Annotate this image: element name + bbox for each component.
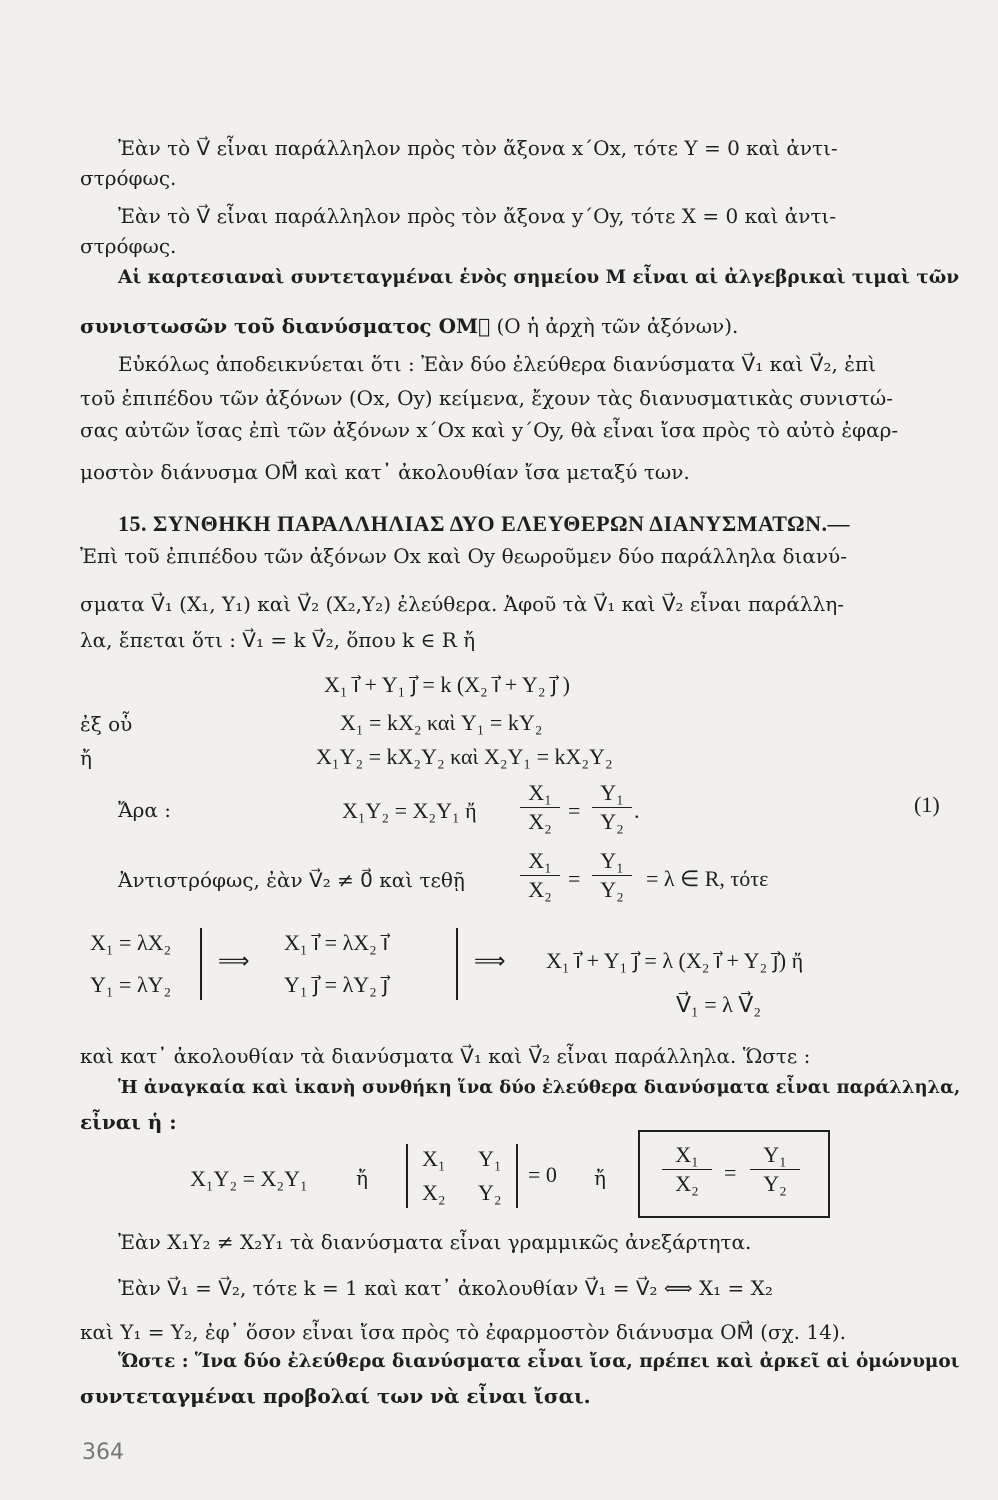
- boxed-fraction-x: [662, 1142, 712, 1197]
- fraction-bar: [520, 875, 560, 876]
- text-line-15: καὶ κατ᾽ ἀκολουθίαν τὰ διανύσματα V⃗₁ καὶ V⃗₂ εἶναι παράλληλα. Ὥστε :: [80, 1044, 811, 1068]
- system-left-1: X₁ = λX₂: [90, 930, 172, 955]
- fraction-numerator: Y₁: [600, 780, 624, 805]
- fraction-bar: [520, 807, 560, 808]
- det-b: Y₁: [478, 1146, 502, 1171]
- text-line-12: σματα V⃗₁ (X₁, Y₁) καὶ V⃗₂ (X₂,Y₂) ἐλεύθερα. Ἀφοῦ τὰ V⃗₁ καὶ V⃗₂ εἶναι παράλλη-: [80, 592, 844, 616]
- lambda-statement: = λ ∈ R, τότε: [646, 866, 769, 891]
- text-line-17: εἶναι ἡ :: [80, 1110, 177, 1134]
- condition-product: X₁Y₂ = X₂Y₁: [190, 1166, 308, 1191]
- label-exou: ἐξ οὗ: [80, 712, 133, 736]
- label-ara: Ἄρα :: [118, 798, 172, 822]
- fraction-numerator: X₁: [528, 848, 552, 873]
- boxed-fraction-y: [750, 1142, 800, 1197]
- bold-phrase: συνιστωσῶν τοῦ διανύσματος OM⃗: [80, 314, 491, 338]
- fraction-numerator: X₁: [528, 780, 552, 805]
- text-line-4: στρόφως.: [80, 234, 177, 258]
- det-a: X₁: [422, 1146, 446, 1171]
- fraction-numerator: X₁: [675, 1142, 699, 1167]
- text-line-21: Ὥστε : Ἵνα δύο ἐλεύθερα διανύσματα εἶναι ἴσα, πρέπει καὶ ἀρκεῖ αἱ ὁμώνυμοι: [118, 1351, 960, 1372]
- equals-sign: =: [568, 798, 581, 823]
- fraction-x-2: [520, 848, 560, 903]
- det-equals-zero: = 0: [528, 1162, 557, 1187]
- text-line-9: σας αὐτῶν ἴσας ἐπὶ τῶν ἀξόνων x΄Ox καὶ y΄Oy, θὰ εἶναι ἴσα πρὸς τὸ αὐτὸ ἐφαρ-: [80, 418, 899, 442]
- fraction-denominator: X₂: [528, 877, 552, 902]
- fraction-y-2: [592, 848, 632, 903]
- system-middle-2: Y₁ j⃗ = λY₂ j⃗: [284, 972, 389, 997]
- label-h: ἤ: [80, 746, 92, 770]
- text-line-14: Ἀντιστρόφως, ἐὰν V⃗₂ ≠ 0⃗ καὶ τεθῇ: [118, 868, 465, 892]
- condition-or-2: ἤ: [594, 1166, 606, 1190]
- equation-4: X₁Y₂ = X₂Y₁ ἤ: [342, 798, 477, 823]
- page-number: 364: [82, 1440, 124, 1465]
- text-line-2: στρόφως.: [80, 166, 177, 190]
- fraction-numerator: Y₁: [763, 1142, 787, 1167]
- brace-middle: [456, 928, 458, 1000]
- fraction-numerator: Y₁: [600, 848, 624, 873]
- fraction-bar: [662, 1169, 712, 1170]
- condition-or-1: ἤ: [356, 1166, 368, 1190]
- text-line-6: [80, 314, 738, 338]
- fraction-y: [592, 780, 632, 835]
- equals-sign-2: =: [568, 866, 581, 891]
- origin-note: (O ἡ ἀρχὴ τῶν ἀξόνων).: [496, 314, 739, 338]
- fraction-denominator: X₂: [528, 809, 552, 834]
- text-line-19: Ἐὰν V⃗₁ = V⃗₂, τότε k = 1 καὶ κατ᾽ ἀκολουθίαν V⃗₁ = V⃗₂ ⟺ X₁ = X₂: [118, 1276, 773, 1300]
- equation-number: (1): [914, 792, 940, 817]
- det-d: Y₂: [478, 1180, 502, 1205]
- brace-left: [200, 928, 202, 1000]
- equation-2: X₁ = kX₂ καὶ Y₁ = kY₂: [340, 710, 543, 735]
- system-left-2: Y₁ = λY₂: [90, 972, 172, 997]
- system-right-1: X₁ i⃗ + Y₁ j⃗ = λ (X₂ i⃗ + Y₂ j⃗) ἤ: [546, 948, 804, 973]
- text-line-16: Ἡ ἀναγκαία καὶ ἱκανὴ συνθήκη ἵνα δύο ἐλεύθερα διανύσματα εἶναι παράλληλα,: [118, 1077, 961, 1098]
- fraction-bar: [592, 875, 632, 876]
- text-line-3: Ἐὰν τὸ V⃗ εἶναι παράλληλον πρὸς τὸν ἄξονα y΄Oy, τότε X = 0 καὶ ἀντι-: [118, 204, 837, 228]
- fraction-denominator: X₂: [675, 1171, 699, 1196]
- text-line-18: Ἐὰν X₁Y₂ ≠ X₂Y₁ τὰ διανύσματα εἶναι γραμμικῶς ἀνεξάρτητα.: [118, 1230, 752, 1254]
- text-line-11: Ἐπὶ τοῦ ἐπιπέδου τῶν ἀξόνων Ox καὶ Oy θεωροῦμεν δύο παράλληλα διανύ-: [80, 544, 847, 568]
- text-line-10: μοστὸν διάνυσμα OM⃗ καὶ κατ᾽ ἀκολουθίαν ἴσα μεταξύ των.: [80, 460, 690, 484]
- system-right-2: V⃗₁ = λ V⃗₂: [676, 992, 762, 1017]
- period: .: [634, 798, 640, 823]
- equation-1: X₁ i⃗ + Y₁ j⃗ = k (X₂ i⃗ + Y₂ j⃗ ): [324, 672, 570, 697]
- text-line-5: Αἱ καρτεσιαναὶ συντεταγμέναι ἑνὸς σημείου M εἶναι αἱ ἀλγεβρικαὶ τιμαὶ τῶν: [118, 267, 960, 288]
- text-line-7: Εὐκόλως ἀποδεικνύεται ὅτι : Ἐὰν δύο ἐλεύθερα διανύσματα V⃗₁ καὶ V⃗₂, ἐπὶ: [118, 352, 876, 376]
- fraction-denominator: Y₂: [763, 1171, 787, 1196]
- implies-arrow-1: ⟹: [218, 948, 250, 973]
- equation-3: X₁Y₂ = kX₂Y₂ καὶ X₂Y₁ = kX₂Y₂: [316, 744, 613, 769]
- text-line-1: Ἐὰν τὸ V⃗ εἶναι παράλληλον πρὸς τὸν ἄξονα x΄Ox, τότε Y = 0 καὶ ἀντι-: [118, 136, 838, 160]
- fraction-x: [520, 780, 560, 835]
- boxed-equals: =: [724, 1160, 737, 1185]
- fraction-denominator: Y₂: [600, 809, 624, 834]
- fraction-bar: [592, 807, 632, 808]
- det-c: X₂: [422, 1180, 446, 1205]
- implies-arrow-2: ⟹: [474, 948, 506, 973]
- text-line-22: συντεταγμέναι προβολαί των νὰ εἶναι ἴσαι.: [80, 1384, 591, 1408]
- section-heading: 15. ΣΥΝΘΗΚΗ ΠΑΡΑΛΛΗΛΙΑΣ ΔΥΟ ΕΛΕΥΘΕΡΩΝ ΔΙΑΝΥΣΜΑΤΩΝ.—: [118, 511, 851, 536]
- fraction-denominator: Y₂: [600, 877, 624, 902]
- text-line-8: τοῦ ἐπιπέδου τῶν ἀξόνων (Ox, Oy) κείμενα, ἔχουν τὰς διανυσματικὰς συνιστώ-: [80, 386, 893, 410]
- text-line-13: λα, ἔπεται ὅτι : V⃗₁ = k V⃗₂, ὅπου k ∈ R ἤ: [80, 628, 476, 652]
- text-line-20: καὶ Y₁ = Y₂, ἐφ᾽ ὅσον εἶναι ἴσα πρὸς τὸ ἐφαρμοστὸν διάνυσμα OM⃗ (σχ. 14).: [80, 1320, 847, 1344]
- fraction-bar: [750, 1169, 800, 1170]
- system-middle-1: X₁ i⃗ = λX₂ i⃗: [284, 930, 389, 955]
